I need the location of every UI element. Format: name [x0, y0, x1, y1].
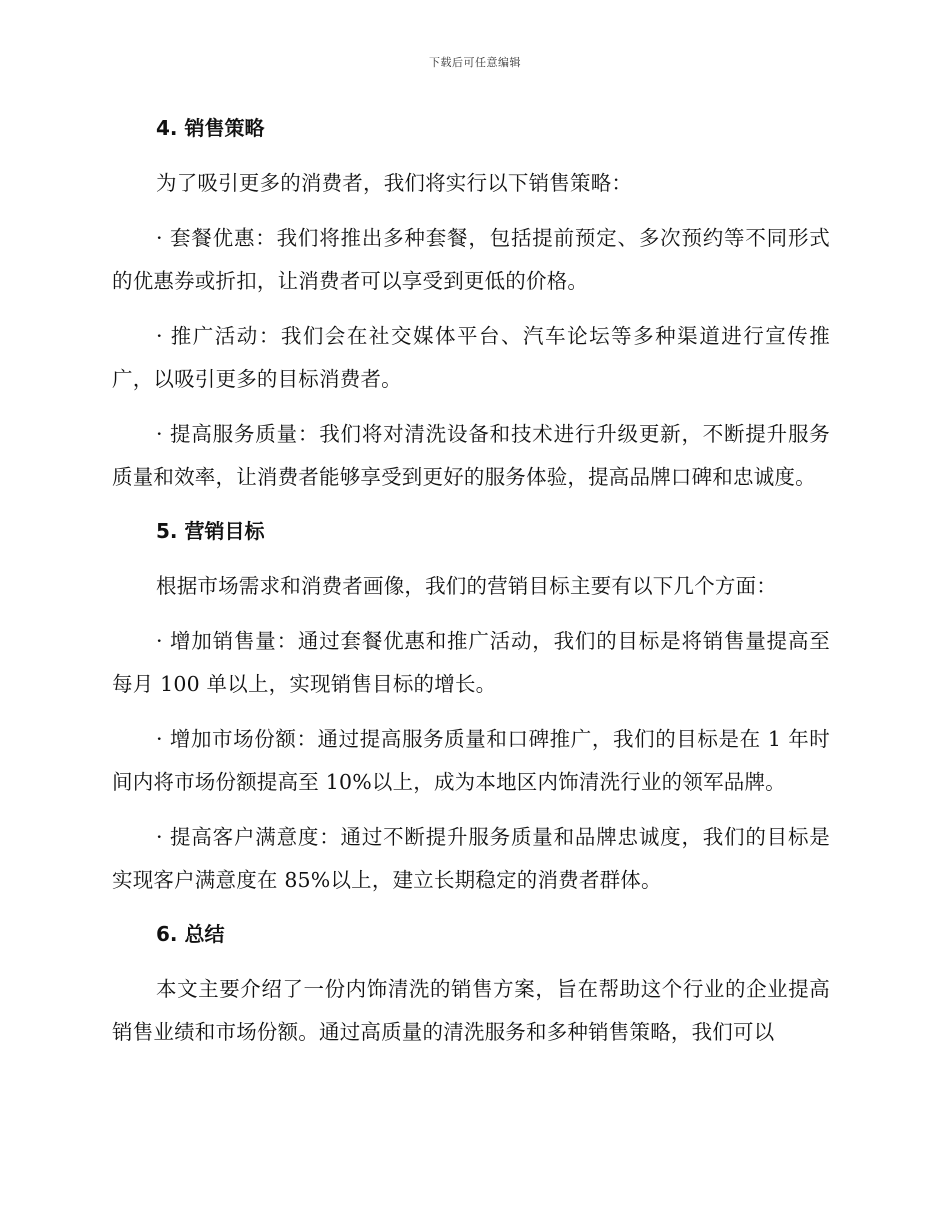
section-heading: 4. 销售策略 [156, 116, 265, 140]
bullet-paragraph: · 套餐优惠：我们将推出多种套餐，包括提前预定、多次预约等不同形式的优惠券或折扣，让消费者可以享受到更低的价格。 [112, 226, 830, 293]
paragraph: 根据市场需求和消费者画像，我们的营销目标主要有以下几个方面： [156, 574, 777, 598]
bullet-paragraph: · 提高服务质量：我们将对清洗设备和技术进行升级更新，不断提升服务质量和效率，让消费者能够享受到更好的服务体验，提高品牌口碑和忠诚度。 [112, 422, 830, 489]
bullet-paragraph: · 增加销售量：通过套餐优惠和推广活动，我们的目标是将销售量提高至每月 100 单以上，实现销售目标的增长。 [112, 629, 830, 696]
bullet-paragraph: · 增加市场份额：通过提高服务质量和口碑推广，我们的目标是在 1 年时间内将市场份额提高至 10%以上，成为本地区内饰清洗行业的领军品牌。 [112, 727, 830, 794]
page-header-note: 下载后可任意编辑 [429, 56, 521, 69]
paragraph: 本文主要介绍了一份内饰清洗的销售方案，旨在帮助这个行业的企业提高销售业绩和市场份额。通过高质量的清洗服务和多种销售策略，我们可以 [112, 977, 830, 1044]
section-heading: 6. 总结 [156, 922, 225, 946]
paragraph: 为了吸引更多的消费者，我们将实行以下销售策略： [156, 171, 633, 195]
section-sales-strategy [112, 108, 830, 499]
document-body [112, 108, 830, 1066]
bullet-paragraph: · 推广活动：我们会在社交媒体平台、汽车论坛等多种渠道进行宣传推广，以吸引更多的目标消费者。 [112, 324, 830, 391]
section-marketing-goals [112, 511, 830, 902]
section-heading: 5. 营销目标 [156, 519, 265, 543]
bullet-paragraph: · 提高客户满意度：通过不断提升服务质量和品牌忠诚度，我们的目标是实现客户满意度在 85%以上，建立长期稳定的消费者群体。 [112, 825, 830, 892]
section-summary [112, 914, 830, 1054]
